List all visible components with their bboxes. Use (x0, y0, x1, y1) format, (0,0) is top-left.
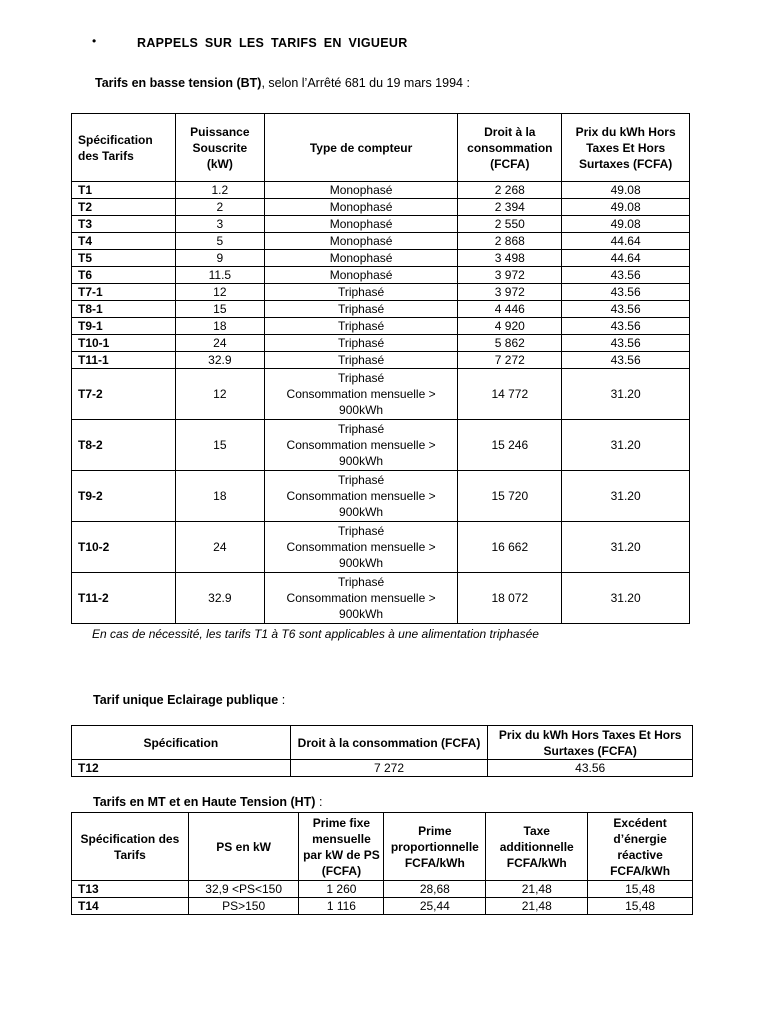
bt-header-spec: Spécification des Tarifs (72, 114, 176, 182)
bt-cell-power: 15 (175, 420, 264, 471)
mt-cell-prime-prop: 25,44 (384, 898, 486, 915)
bt-header-meter: Type de compteur (264, 114, 458, 182)
mt-cell-taxe: 21,48 (486, 898, 588, 915)
table-row (72, 522, 690, 573)
table-row (72, 233, 690, 250)
bt-cell-meter: Triphasé (264, 318, 458, 335)
mt-cell-ps: 32,9 <PS<150 (188, 881, 299, 898)
bt-cell-meter (264, 420, 458, 471)
bt-cell-droit: 3 498 (458, 250, 562, 267)
bt-cell-meter-line: 900kWh (339, 454, 384, 468)
bt-cell-code: T3 (72, 216, 176, 233)
mt-cell-taxe: 21,48 (486, 881, 588, 898)
table-row (72, 199, 690, 216)
bt-cell-droit: 3 972 (458, 267, 562, 284)
bt-cell-code: T8-2 (72, 420, 176, 471)
bt-cell-code: T2 (72, 199, 176, 216)
bt-cell-meter-line: Triphasé (337, 473, 385, 487)
bt-cell-power: 15 (175, 301, 264, 318)
bt-cell-power: 3 (175, 216, 264, 233)
mt-section-label (93, 795, 322, 809)
bt-section-label (95, 76, 470, 90)
bt-section-label-rest: , selon l’Arrêté 681 du 19 mars 1994 : (261, 76, 470, 90)
mt-cell-ps: PS>150 (188, 898, 299, 915)
bt-cell-code: T8-1 (72, 301, 176, 318)
bt-cell-power: 18 (175, 318, 264, 335)
bt-cell-droit: 2 550 (458, 216, 562, 233)
table-row (72, 318, 690, 335)
bt-cell-code: T11-1 (72, 352, 176, 369)
mt-cell-prime-fixe: 1 116 (299, 898, 384, 915)
table-row (72, 898, 693, 915)
bt-cell-meter-line: Triphasé (337, 575, 385, 589)
bt-cell-prix: 43.56 (562, 301, 690, 318)
bt-cell-meter (264, 522, 458, 573)
bt-cell-meter: Triphasé (264, 352, 458, 369)
bt-cell-droit: 2 268 (458, 182, 562, 199)
bt-footnote: En cas de nécessité, les tarifs T1 à T6 sont applicables à une alimentation triphasée (92, 627, 539, 641)
bt-cell-power: 2 (175, 199, 264, 216)
bt-cell-prix: 49.08 (562, 216, 690, 233)
bt-cell-code: T4 (72, 233, 176, 250)
table-row (72, 881, 693, 898)
bt-tariff-table (71, 113, 690, 624)
ep-header-droit: Droit à la consommation (FCFA) (290, 726, 488, 760)
bt-section-label-bold: Tarifs en basse tension (BT) (95, 76, 262, 90)
bt-header-power: Puissance Souscrite (kW) (175, 114, 264, 182)
bt-cell-prix: 43.56 (562, 352, 690, 369)
mt-header-ps: PS en kW (188, 813, 299, 881)
mt-cell-excedent: 15,48 (588, 881, 693, 898)
ep-header-row (72, 726, 693, 760)
bt-cell-meter: Monophasé (264, 233, 458, 250)
bt-cell-meter (264, 369, 458, 420)
bt-cell-power: 1.2 (175, 182, 264, 199)
bt-cell-meter (264, 471, 458, 522)
bt-cell-meter: Triphasé (264, 335, 458, 352)
table-row (72, 267, 690, 284)
bt-cell-droit: 5 862 (458, 335, 562, 352)
bt-cell-prix: 43.56 (562, 335, 690, 352)
bt-cell-prix: 31.20 (562, 471, 690, 522)
bt-cell-droit: 15 246 (458, 420, 562, 471)
bt-cell-meter-line: 900kWh (339, 403, 384, 417)
mt-header-taxe: Taxe additionnelle FCFA/kWh (486, 813, 588, 881)
bt-cell-prix: 49.08 (562, 199, 690, 216)
bt-cell-power: 12 (175, 284, 264, 301)
ep-section-label (93, 693, 285, 707)
bt-cell-prix: 31.20 (562, 420, 690, 471)
bt-cell-code: T5 (72, 250, 176, 267)
table-row (72, 369, 690, 420)
bt-cell-code: T7-2 (72, 369, 176, 420)
ep-tariff-table (71, 725, 693, 777)
bt-cell-meter: Monophasé (264, 199, 458, 216)
bt-cell-droit: 7 272 (458, 352, 562, 369)
bt-cell-power: 12 (175, 369, 264, 420)
bt-cell-prix: 43.56 (562, 284, 690, 301)
bt-cell-code: T11-2 (72, 573, 176, 624)
ep-section-label-rest: : (278, 693, 286, 707)
bt-cell-code: T1 (72, 182, 176, 199)
table-row (72, 182, 690, 199)
bt-header-row (72, 114, 690, 182)
bt-cell-meter-line: Consommation mensuelle > (286, 489, 436, 503)
bt-cell-code: T9-1 (72, 318, 176, 335)
mt-section-label-rest: : (315, 795, 323, 809)
bt-cell-meter: Monophasé (264, 250, 458, 267)
bt-cell-power: 11.5 (175, 267, 264, 284)
bt-cell-meter-line: Consommation mensuelle > (286, 387, 436, 401)
mt-header-spec: Spécification des Tarifs (72, 813, 189, 881)
bt-cell-power: 32.9 (175, 352, 264, 369)
mt-header-excedent: Excédent d’énergie réactive FCFA/kWh (588, 813, 693, 881)
table-row (72, 420, 690, 471)
table-row (72, 352, 690, 369)
bt-cell-meter: Triphasé (264, 284, 458, 301)
table-row (72, 335, 690, 352)
bt-cell-prix: 49.08 (562, 182, 690, 199)
bt-cell-prix: 44.64 (562, 233, 690, 250)
ep-cell-code: T12 (72, 760, 291, 777)
mt-section-label-bold: Tarifs en MT et en Haute Tension (HT) (93, 795, 316, 809)
bt-cell-power: 24 (175, 335, 264, 352)
ep-header-prix: Prix du kWh Hors Taxes Et Hors Surtaxes (FCFA) (488, 726, 693, 760)
bullet-marker: • (92, 34, 97, 48)
bt-cell-meter: Monophasé (264, 182, 458, 199)
bt-cell-droit: 4 920 (458, 318, 562, 335)
mt-cell-excedent: 15,48 (588, 898, 693, 915)
bt-cell-meter: Triphasé (264, 301, 458, 318)
bt-cell-prix: 31.20 (562, 522, 690, 573)
mt-cell-code: T14 (72, 898, 189, 915)
bt-cell-code: T7-1 (72, 284, 176, 301)
bt-cell-meter-line: Triphasé (337, 371, 385, 385)
bt-cell-code: T10-2 (72, 522, 176, 573)
table-row (72, 301, 690, 318)
mt-cell-prime-prop: 28,68 (384, 881, 486, 898)
bt-cell-meter: Monophasé (264, 267, 458, 284)
bt-cell-droit: 16 662 (458, 522, 562, 573)
bt-cell-meter-line: 900kWh (339, 505, 384, 519)
bt-cell-meter-line: 900kWh (339, 556, 384, 570)
bt-cell-meter-line: Triphasé (337, 422, 385, 436)
bt-header-prix: Prix du kWh Hors Taxes Et Hors Surtaxes (FCFA) (562, 114, 690, 182)
ep-cell-droit: 7 272 (290, 760, 488, 777)
table-row (72, 573, 690, 624)
bt-cell-prix: 43.56 (562, 267, 690, 284)
bt-cell-code: T6 (72, 267, 176, 284)
ep-cell-prix: 43.56 (488, 760, 693, 777)
bt-cell-meter-line: Consommation mensuelle > (286, 540, 436, 554)
bt-cell-droit: 15 720 (458, 471, 562, 522)
ep-header-spec: Spécification (72, 726, 291, 760)
table-row (72, 250, 690, 267)
table-row (72, 471, 690, 522)
bt-cell-prix: 31.20 (562, 573, 690, 624)
bt-cell-droit: 18 072 (458, 573, 562, 624)
bt-header-droit: Droit à la consommation (FCFA) (458, 114, 562, 182)
bt-cell-power: 24 (175, 522, 264, 573)
mt-header-prime-fixe: Prime fixe mensuelle par kW de PS (FCFA) (299, 813, 384, 881)
bt-cell-droit: 4 446 (458, 301, 562, 318)
bt-cell-code: T9-2 (72, 471, 176, 522)
ep-section-label-bold: Tarif unique Eclairage publique (93, 693, 279, 707)
bt-cell-power: 32.9 (175, 573, 264, 624)
bt-cell-meter (264, 573, 458, 624)
page-heading: RAPPELS SUR LES TARIFS EN VIGUEUR (137, 36, 408, 50)
bt-cell-meter-line: Consommation mensuelle > (286, 591, 436, 605)
table-row (72, 284, 690, 301)
bt-cell-droit: 2 394 (458, 199, 562, 216)
bt-cell-code: T10-1 (72, 335, 176, 352)
table-row (72, 760, 693, 777)
bt-cell-prix: 43.56 (562, 318, 690, 335)
bt-cell-meter: Monophasé (264, 216, 458, 233)
bt-cell-power: 5 (175, 233, 264, 250)
bt-cell-meter-line: Triphasé (337, 524, 385, 538)
mt-tariff-table (71, 812, 693, 915)
bt-cell-meter-line: 900kWh (339, 607, 384, 621)
bt-cell-droit: 3 972 (458, 284, 562, 301)
bt-cell-prix: 44.64 (562, 250, 690, 267)
bt-cell-power: 18 (175, 471, 264, 522)
mt-cell-code: T13 (72, 881, 189, 898)
bt-cell-prix: 31.20 (562, 369, 690, 420)
table-row (72, 216, 690, 233)
mt-cell-prime-fixe: 1 260 (299, 881, 384, 898)
bt-cell-droit: 14 772 (458, 369, 562, 420)
bt-cell-power: 9 (175, 250, 264, 267)
mt-header-prime-prop: Prime proportionnelle FCFA/kWh (384, 813, 486, 881)
bt-cell-meter-line: Consommation mensuelle > (286, 438, 436, 452)
mt-header-row (72, 813, 693, 881)
bt-cell-droit: 2 868 (458, 233, 562, 250)
